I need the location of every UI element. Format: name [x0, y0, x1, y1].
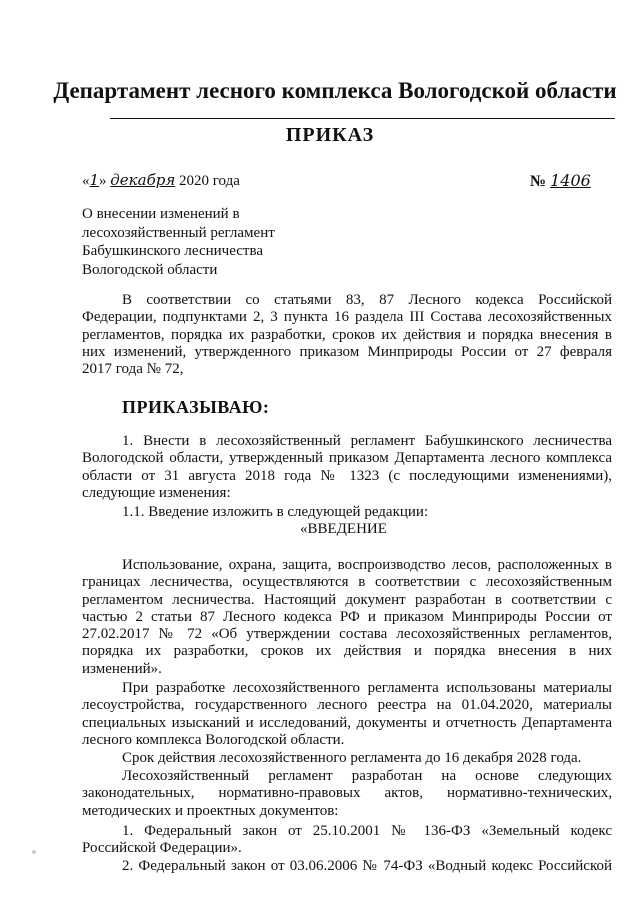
paragraph-4 — [82, 768, 612, 820]
paragraph-line: порядка их разработки, сроков их действия и порядка внесения в них — [82, 643, 612, 660]
item-1-line: 1. Внести в лесохозяйственный регламент Бабушкинского лесничества — [122, 433, 612, 449]
paragraph-line: 27.02.2017 № 72 «Об утверждении состава лесохозяйственных регламентов, — [82, 626, 612, 643]
paragraph-line: Использование, охрана, защита, воспроизводство лесов, расположенных в — [122, 557, 612, 573]
item-1-line: Вологодской области, утвержденный приказом Департамента лесного комплекса — [82, 450, 612, 467]
list-item-line: 1. Федеральный закон от 25.10.2001 № 136-ФЗ «Земельный кодекс — [122, 823, 612, 839]
preamble-line: В соответствии со статьями 83, 87 Лесного кодекса Российской — [122, 292, 612, 308]
paragraph-line: лесного комплекса Вологодской области. — [82, 731, 345, 748]
paragraph-1 — [82, 557, 612, 678]
item-1-1: 1.1. Введение изложить в следующей редакции: — [122, 504, 429, 520]
preamble-line: Федерации, подпунктами 2, 3 пункта 16 раздела III Состава лесохозяйственных — [82, 309, 612, 326]
preamble-line: регламентов, порядка их разработки, сроков их действия и порядка внесения в — [82, 326, 612, 343]
item-1-line: следующие изменения: — [82, 484, 231, 501]
list-item-2 — [82, 858, 612, 875]
subject-line: Вологодской области — [82, 261, 218, 278]
date-day: 1 — [89, 171, 100, 189]
preamble-line: 2017 года № 72, — [82, 361, 184, 378]
command-heading: ПРИКАЗЫВАЮ: — [122, 397, 270, 417]
date-open-quote: « — [82, 173, 90, 189]
order-title: ПРИКАЗ — [285, 124, 375, 146]
order-subject — [82, 205, 275, 279]
list-item-1 — [82, 823, 612, 858]
subject-line: лесохозяйственный регламент — [82, 224, 275, 241]
preamble — [82, 292, 612, 378]
date-year: 2020 года — [179, 173, 240, 189]
paragraph-line: При разработке лесохозяйственного регламента использованы материалы — [122, 680, 612, 696]
preamble-line: них изменений, утвержденного приказом Минприроды России от 27 февраля — [82, 343, 612, 360]
paragraph-line: границах лесничества, осуществляются в соответствии с лесохозяйственным — [82, 574, 612, 591]
paragraph-line: Лесохозяйственный регламент разработан на основе следующих — [122, 768, 612, 784]
paragraph-line: регламентом лесничества. Настоящий документ разработан в соответствии с — [82, 591, 612, 608]
header-rule — [110, 118, 615, 119]
subject-line: Бабушкинского лесничества — [82, 243, 263, 260]
department-name: Департамент лесного комплекса Вологодской области — [53, 78, 617, 103]
number-symbol: № — [530, 173, 547, 190]
order-date — [82, 170, 240, 191]
list-item-line: 2. Федеральный закон от 03.06.2006 № 74-ФЗ «Водный кодекс Российской — [122, 858, 612, 874]
introduction-heading: «ВВЕДЕНИЕ — [300, 521, 387, 537]
item-1-line: области от 31 августа 2018 года № 1323 (с последующими изменениями), — [82, 467, 612, 484]
list-item-line: Российской Федерации». — [82, 840, 242, 857]
paragraph-3: Срок действия лесохозяйственного регламента до 16 декабря 2028 года. — [122, 750, 582, 766]
paragraph-line: законодательных, нормативно-правовых актов, нормативно-технических, — [82, 785, 612, 802]
paragraph-line: методических и проектных документов: — [82, 802, 339, 819]
paragraph-line: лесоустройства, государственного лесного реестра на 01.04.2020, материалы — [82, 697, 612, 714]
paragraph-line: частью 2 статьи 87 Лесного кодекса РФ и приказом Минприроды России от — [82, 608, 612, 625]
paragraph-line: изменений». — [82, 660, 162, 677]
number-value: 1406 — [550, 171, 591, 190]
order-number — [530, 171, 591, 191]
date-month: декабря — [110, 171, 176, 189]
item-1 — [82, 433, 612, 502]
paragraph-2 — [82, 680, 612, 749]
scan-speck — [32, 850, 36, 854]
subject-line: О внесении изменений в — [82, 206, 240, 222]
date-close-quote: » — [99, 173, 107, 189]
paragraph-line: специальных изысканий и исследований, документы и отчетность Департамента — [82, 714, 612, 731]
